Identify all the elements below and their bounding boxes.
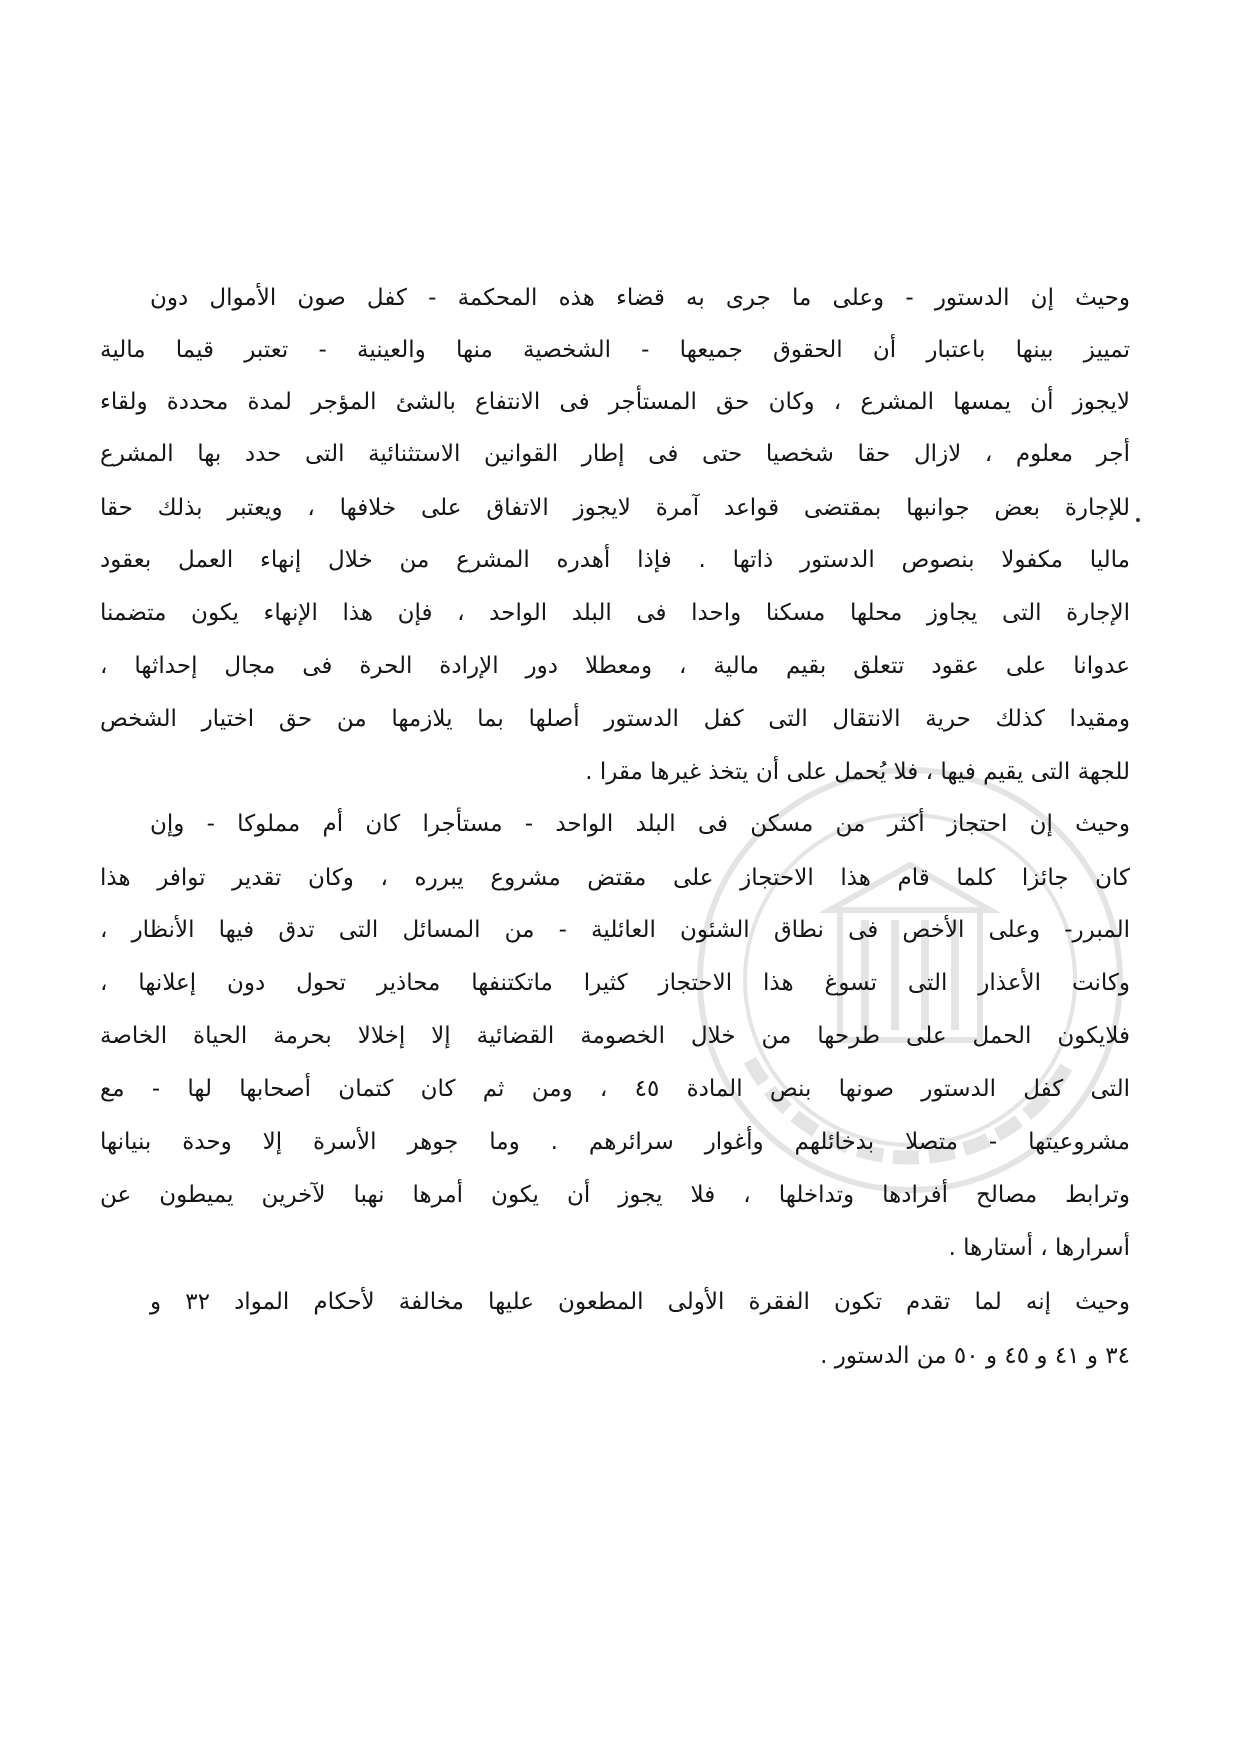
- paragraph-line: وترابط مصالح أفرادها وتداخلها ، فلا يجوز أن يكون أمرها نهبا لآخرين يميطون عن: [100, 1182, 1130, 1208]
- scan-speck: [1136, 518, 1140, 522]
- paragraph-line: للإجارة بعض جوانبها بمقتضى قواعد آمرة لايجوز الاتفاق على خلافها ، ويعتبر بذلك حقا: [100, 495, 1130, 521]
- paragraph-line: ٣٤ و ٤١ و ٤٥ و ٥٠ من الدستور .: [820, 1343, 1130, 1369]
- paragraph-line: المبرر- وعلى الأخص فى نطاق الشئون العائلية - من المسائل التى تدق فيها الأنظار ،: [100, 917, 1130, 943]
- paragraph-line: الإجارة التى يجاوز محلها مسكنا واحدا فى البلد الواحد ، فإن هذا الإنهاء يكون متضمنا: [100, 600, 1130, 626]
- paragraph-line: ومقيدا كذلك حرية الانتقال التى كفل الدستور أصلها بما يلازمها من حق اختيار الشخص: [100, 706, 1130, 732]
- paragraph-line: التى كفل الدستور صونها بنص المادة ٤٥ ، ومن ثم كان كتمان أصحابها لها - مع: [100, 1076, 1131, 1102]
- paragraph-line: تمييز بينها باعتبار أن الحقوق جميعها - الشخصية منها والعينية - تعتبر قيما مالية: [100, 337, 1130, 363]
- paragraph-line: للجهة التى يقيم فيها ، فلا يُحمل على أن يتخذ غيرها مقرا .: [585, 759, 1130, 785]
- paragraph-line: عدوانا على عقود تتعلق بقيم مالية ، ومعطلا دور الإرادة الحرة فى مجال إحداثها ،: [100, 653, 1130, 679]
- paragraph-line: وحيث إن الدستور - وعلى ما جرى به قضاء هذه المحكمة - كفل صون الأموال دون: [150, 285, 1130, 311]
- paragraph-line: أسرارها ، أستارها .: [948, 1235, 1130, 1261]
- paragraph-line: وحيث إن احتجاز أكثر من مسكن فى البلد الواحد - مستأجرا كان أم مملوكا - وإن: [150, 811, 1130, 837]
- paragraph-line: كان جائزا كلما قام هذا الاحتجاز على مقتض مشروع يبرره ، وكان تقدير توافر هذا: [100, 865, 1130, 891]
- paragraph-line: فلايكون الحمل على طرحها من خلال الخصومة القضائية إلا إخلالا بحرمة الحياة الخاصة: [100, 1023, 1130, 1049]
- paragraph-line: ماليا مكفولا بنصوص الدستور ذاتها . فإذا أهدره المشرع من خلال إنهاء العمل بعقود: [100, 547, 1130, 573]
- paragraph-line: وحيث إنه لما تقدم تكون الفقرة الأولى المطعون عليها مخالفة لأحكام المواد ٣٢ و: [150, 1289, 1131, 1315]
- paragraph-line: وكانت الأعذار التى تسوغ هذا الاحتجاز كثيرا ماتكتنفها محاذير تحول دون إعلانها ،: [100, 970, 1130, 996]
- paragraph-line: لايجوز أن يمسها المشرع ، وكان حق المستأجر فى الانتفاع بالشئ المؤجر لمدة محددة ولقاء: [100, 389, 1130, 415]
- paragraph-line: أجر معلوم ، لازال حقا شخصيا حتى فى إطار القوانين الاستثنائية التى حدد بها المشرع: [100, 441, 1130, 467]
- paragraph-line: مشروعيتها - متصلا بدخائلهم وأغوار سرائرهم . وما جوهر الأسرة إلا وحدة بنيانها: [100, 1129, 1130, 1155]
